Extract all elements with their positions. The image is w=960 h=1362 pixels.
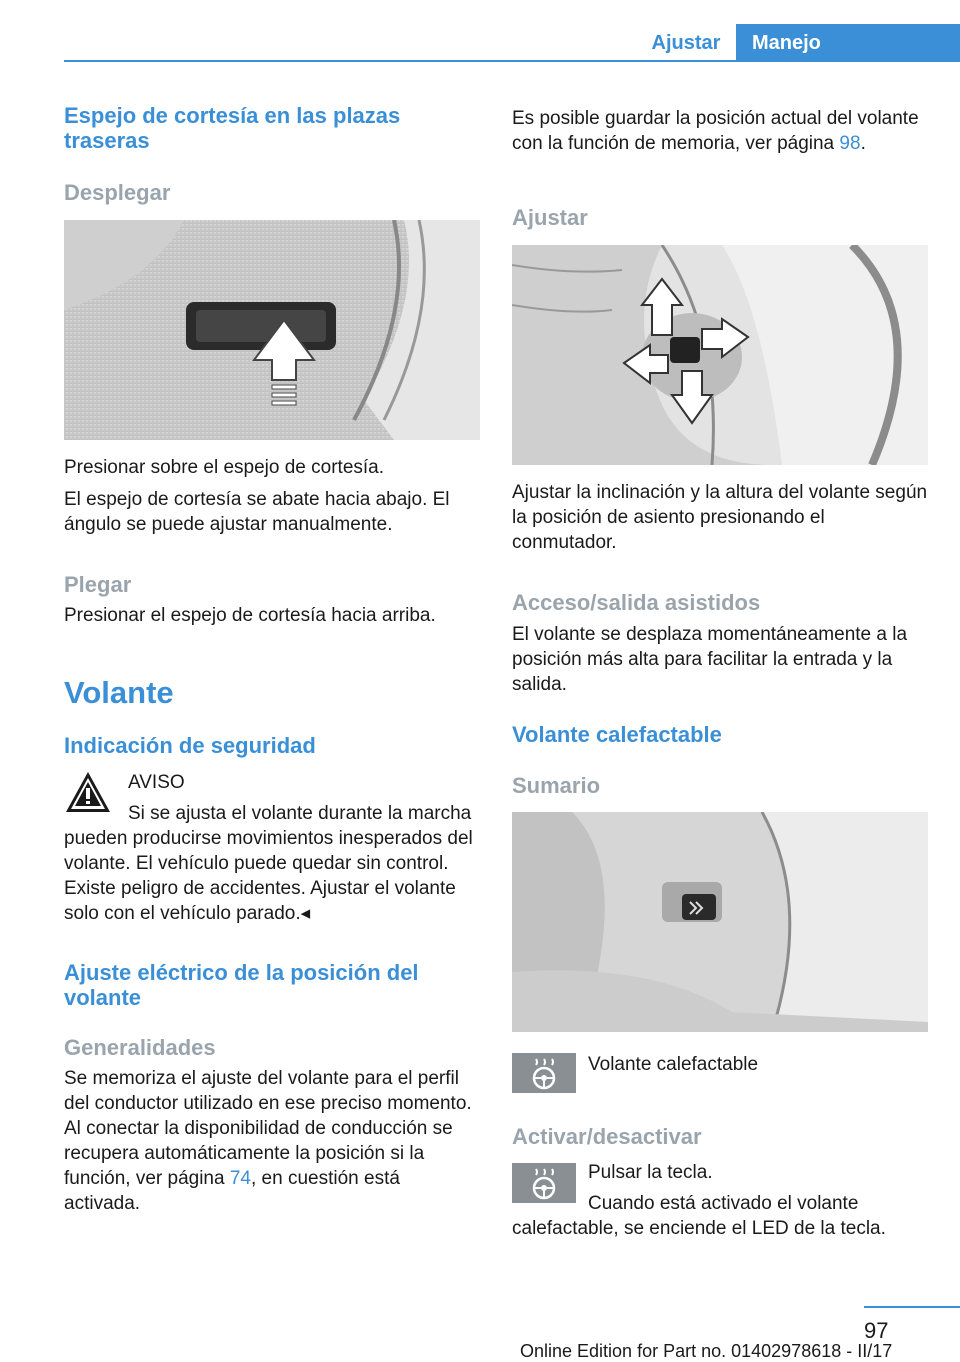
page-number: 97 — [864, 1318, 889, 1343]
warning-text: Si se ajusta el volante durante la marcha pueden producirse movimientos inesperados del volante. El vehículo puede quedar sin control. Existe peligro de accidentes. Ajustar el volante solo con el vehículo parado.◂ — [64, 803, 473, 924]
steering-adjust-photo — [512, 245, 928, 465]
heated-wheel-photo — [512, 812, 928, 1032]
heading-desplegar: Desplegar — [64, 180, 171, 205]
heading-ajuste-electrico: Ajuste eléctrico de la posición del volante — [64, 960, 419, 1010]
text-presionar: Presionar sobre el espejo de cortesía. — [64, 457, 385, 478]
heading-sumario: Sumario — [512, 773, 601, 798]
link-page-98[interactable]: 98 — [839, 133, 861, 154]
tab-ajustar[interactable]: Ajustar — [651, 31, 721, 54]
text-acceso: El volante se desplaza momentáneamente a la posición más alta para facilitar la entrada y la salida. — [512, 624, 908, 695]
heading-vanity-mirror: Espejo de cortesía en las plazas traseras — [64, 103, 401, 153]
text-memoria: Es posible guardar la posición actual del volante con la función de memoria, ver página 98. — [512, 108, 919, 154]
text-pulsar: Pulsar la tecla. — [588, 1162, 713, 1183]
vanity-mirror-photo — [64, 220, 480, 440]
footer-edition: Online Edition for Part no. 01402978618 - II/17 — [520, 1341, 893, 1361]
tab-manejo[interactable]: Manejo — [736, 24, 960, 62]
heated-steering-wheel-icon — [512, 1053, 576, 1093]
text-abate: El espejo de cortesía se abate hacia abajo. El ángulo se puede ajustar manualmente. — [64, 489, 450, 535]
link-page-74[interactable]: 74 — [229, 1168, 251, 1189]
heading-generalidades: Generalidades — [64, 1035, 216, 1060]
footer-rule — [864, 1306, 960, 1308]
text-plegar: Presionar el espejo de cortesía hacia arriba. — [64, 605, 436, 626]
text-generalidades: Se memoriza el ajuste del volante para el perfil del conductor utilizado en ese preciso momento. Al conectar la disponibilidad de conducción se recupera automáticamente la posición si la función, ver página 74, en cuestión está activada. — [64, 1068, 472, 1214]
icon-label-volante-calefactable: Volante calefactable — [588, 1054, 759, 1075]
heading-ajustar: Ajustar — [512, 205, 588, 230]
text-cuando: Cuando está activado el volante calefactable, se enciende el LED de la tecla. — [512, 1193, 886, 1239]
warning-title: AVISO — [128, 772, 185, 793]
text-ajustar: Ajustar la inclinación y la altura del volante según la posición de asiento presionando el conmutador. — [512, 482, 928, 553]
header-rule — [64, 60, 960, 62]
heading-volante-calefactable: Volante calefactable — [512, 722, 722, 747]
heading-seguridad: Indicación de seguridad — [64, 733, 316, 758]
heading-activar: Activar/desactivar — [512, 1124, 702, 1149]
heading-volante: Volante — [64, 675, 174, 710]
heading-acceso: Acceso/salida asistidos — [512, 590, 761, 615]
heading-plegar: Plegar — [64, 572, 132, 597]
